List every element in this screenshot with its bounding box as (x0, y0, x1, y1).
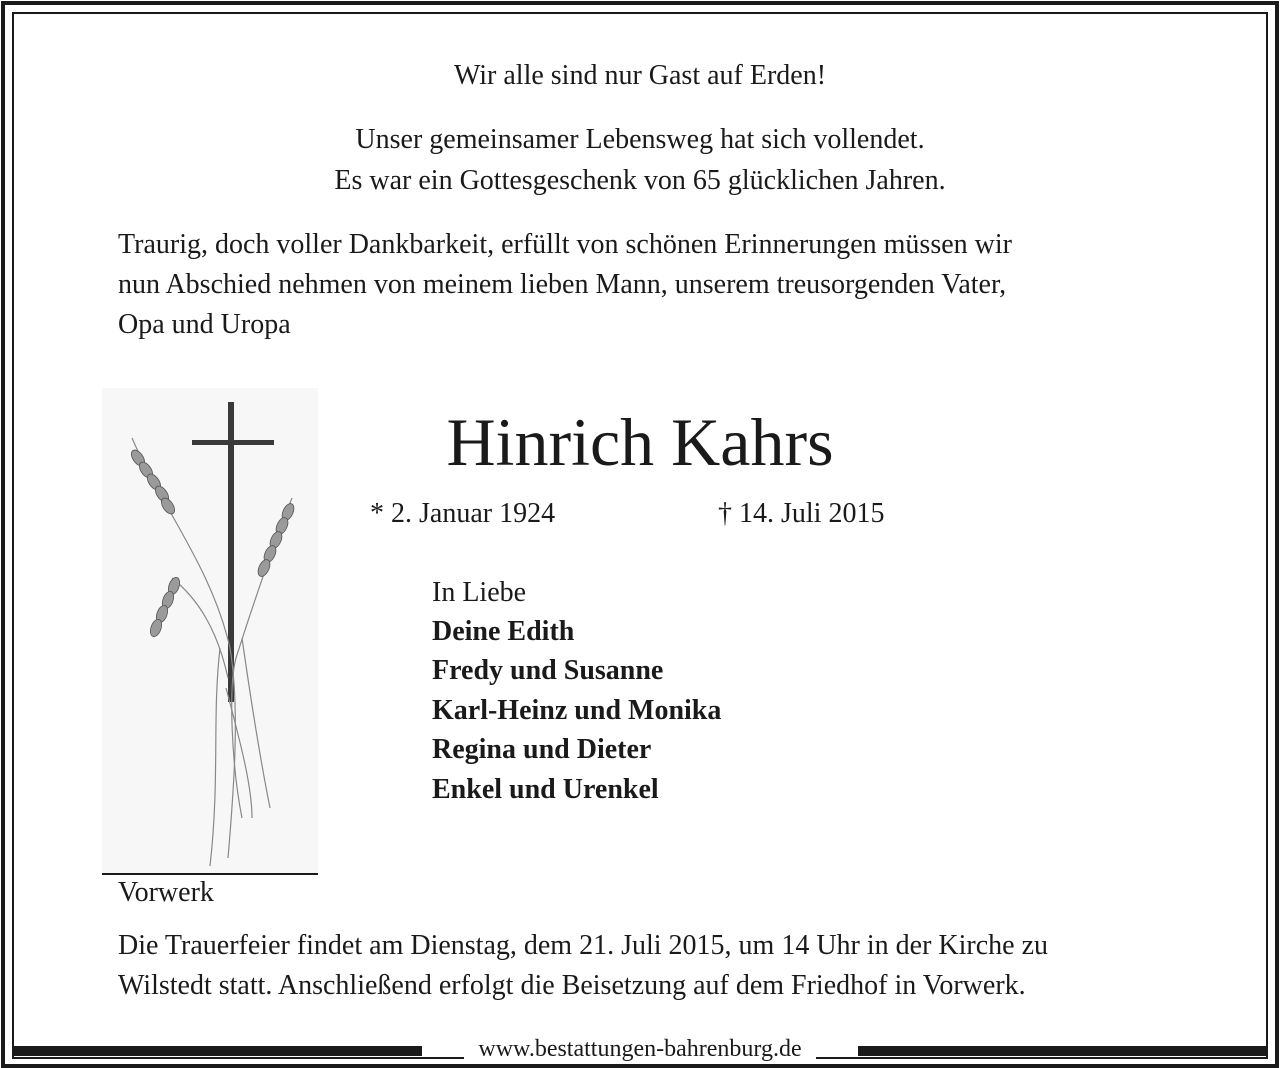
farewell-line-3: Opa und Uropa (118, 309, 291, 340)
caption-divider (102, 873, 318, 875)
place-caption: Vorwerk (118, 877, 214, 908)
footer-url-text: www.bestattungen-bahrenburg.de (464, 1036, 815, 1062)
deceased-name: Hinrich Kahrs (446, 404, 834, 480)
funeral-line-1: Die Trauerfeier findet am Dienstag, dem 21. Juli 2015, um 14 Uhr in der Kirche zu (118, 930, 1049, 961)
motto: Wir alle sind nur Gast auf Erden! (453, 60, 827, 91)
mourner-name: Regina und Dieter (432, 734, 652, 765)
mourners-intro: In Liebe (432, 577, 527, 608)
mourner-name: Karl-Heinz und Monika (432, 695, 722, 726)
funeral-line-2: Wilstedt statt. Anschließend erfolgt die Beisetzung auf dem Friedhof in Vorwerk. (118, 970, 1026, 1001)
intro-line-2: Es war ein Gottesgeschenk von 65 glücklichen Jahren. (334, 165, 946, 196)
farewell-line-1: Traurig, doch voller Dankbarkeit, erfüllt von schönen Erinnerungen müssen wir (118, 229, 1012, 260)
mourner-name: Enkel und Urenkel (432, 774, 659, 805)
death-date: † 14. Juli 2015 (718, 498, 885, 529)
mourner-name: Deine Edith (432, 616, 575, 647)
intro-line-1: Unser gemeinsamer Lebensweg hat sich vollendet. (355, 124, 925, 155)
birth-date: * 2. Januar 1924 (370, 498, 556, 529)
mourner-name: Fredy und Susanne (432, 655, 664, 686)
footer-url (0, 1034, 1280, 1064)
farewell-line-2: nun Abschied nehmen von meinem lieben Mann, unserem treusorgenden Vater, (118, 269, 1007, 300)
